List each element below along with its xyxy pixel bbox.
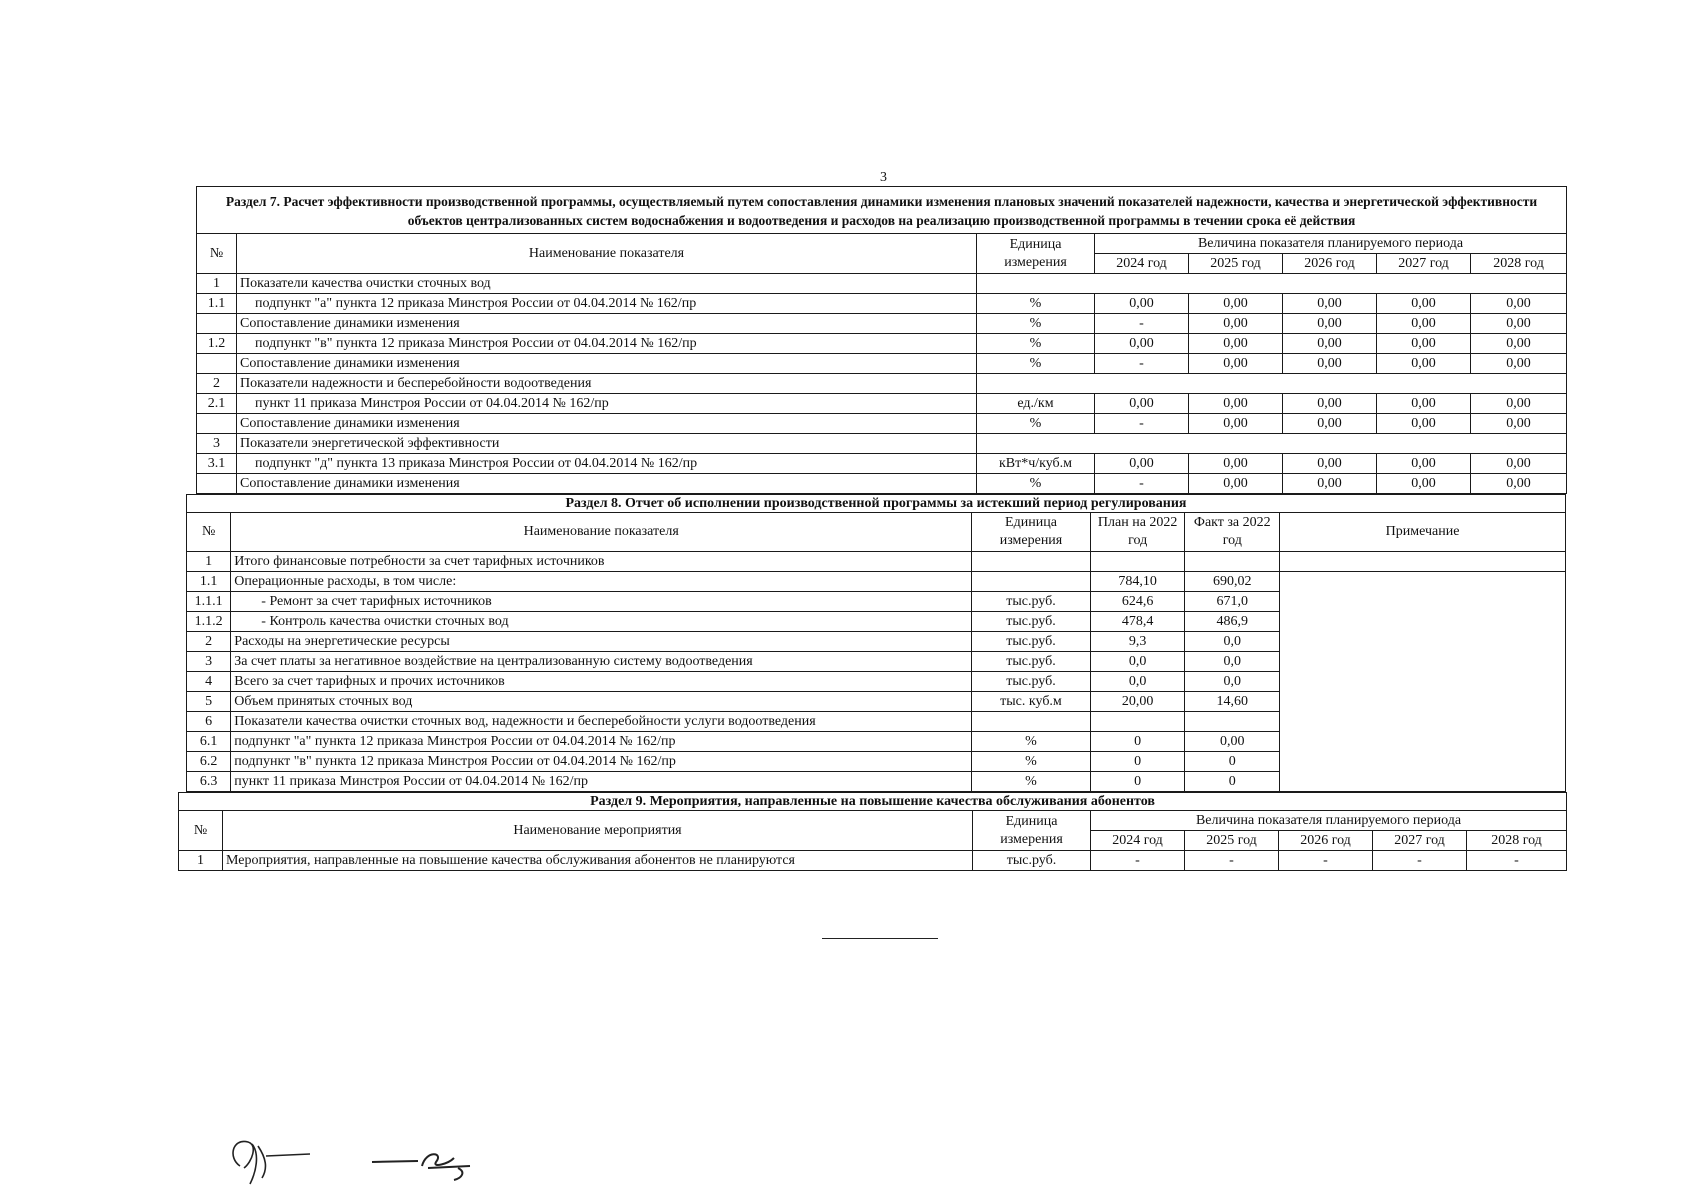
row-fact: 671,0 (1185, 592, 1280, 612)
row-name: пункт 11 приказа Минстроя России от 04.04.2014 № 162/пр (231, 772, 972, 792)
row-plan: 0 (1090, 772, 1185, 792)
row-plan (1090, 712, 1185, 732)
row-value: 0,00 (1189, 314, 1283, 334)
row-unit: тыс.руб. (973, 851, 1091, 871)
section7-year-header: 2026 год (1283, 254, 1377, 274)
row-note-empty (1280, 552, 1566, 572)
row-name: Операционные расходы, в том числе: (231, 572, 972, 592)
row-empty (977, 434, 1567, 454)
row-unit: % (977, 354, 1095, 374)
separator-line (822, 938, 938, 939)
row-unit: % (977, 334, 1095, 354)
row-unit (972, 552, 1091, 572)
row-value: 0,00 (1377, 454, 1471, 474)
row-value: - (1279, 851, 1373, 871)
row-number: 5 (187, 692, 231, 712)
row-value: - (1095, 354, 1189, 374)
row-value: - (1185, 851, 1279, 871)
section7-header-name: Наименование показателя (237, 234, 977, 274)
row-unit: % (972, 772, 1091, 792)
section7-year-header: 2025 год (1189, 254, 1283, 274)
section9-table (178, 792, 1567, 871)
row-number: 1 (197, 274, 237, 294)
row-number (197, 314, 237, 334)
table-row (197, 454, 1567, 474)
row-name: За счет платы за негативное воздействие на централизованную систему водоотведения (231, 652, 972, 672)
row-number: 3 (187, 652, 231, 672)
page-number: 3 (880, 170, 887, 185)
row-plan: 0 (1090, 752, 1185, 772)
section9-year-header: 2026 год (1279, 831, 1373, 851)
row-value: - (1095, 414, 1189, 434)
row-name: Расходы на энергетические ресурсы (231, 632, 972, 652)
section7-header-unit: Единица измерения (977, 234, 1095, 274)
row-value: 0,00 (1283, 474, 1377, 494)
row-number: 1.1.1 (187, 592, 231, 612)
row-value: 0,00 (1377, 314, 1471, 334)
row-fact: 486,9 (1185, 612, 1280, 632)
row-plan: 478,4 (1090, 612, 1185, 632)
row-number (197, 354, 237, 374)
row-plan: 0,0 (1090, 672, 1185, 692)
row-number: 6 (187, 712, 231, 732)
row-number: 2 (187, 632, 231, 652)
section9-year-header: 2025 год (1185, 831, 1279, 851)
row-number: 2.1 (197, 394, 237, 414)
row-value: 0,00 (1189, 474, 1283, 494)
row-value: 0,00 (1095, 394, 1189, 414)
row-value: 0,00 (1189, 454, 1283, 474)
row-fact (1185, 552, 1280, 572)
row-plan (1090, 552, 1185, 572)
row-fact: 14,60 (1185, 692, 1280, 712)
table-row (197, 294, 1567, 314)
row-fact (1185, 712, 1280, 732)
section9-year-header: 2024 год (1091, 831, 1185, 851)
row-number: 1.1 (187, 572, 231, 592)
row-value: 0,00 (1377, 334, 1471, 354)
row-number: 1 (187, 552, 231, 572)
row-name: Объем принятых сточных вод (231, 692, 972, 712)
section8-header-fact: Факт за 2022 год (1185, 513, 1280, 552)
row-number: 6.3 (187, 772, 231, 792)
row-unit: тыс.руб. (972, 632, 1091, 652)
section7-year-header: 2024 год (1095, 254, 1189, 274)
row-name: Показатели качества очистки сточных вод (237, 274, 977, 294)
section9-year-header: 2028 год (1467, 831, 1567, 851)
row-name: подпункт "в" пункта 12 приказа Минстроя России от 04.04.2014 № 162/пр (231, 752, 972, 772)
row-value: 0,00 (1095, 294, 1189, 314)
table-row (187, 572, 1566, 592)
row-value: 0,00 (1471, 354, 1567, 374)
row-value: 0,00 (1189, 334, 1283, 354)
row-number: 1.1.2 (187, 612, 231, 632)
document-body (193, 186, 1566, 871)
section8-header-name: Наименование показателя (231, 513, 972, 552)
row-name: подпункт "а" пункта 12 приказа Минстроя России от 04.04.2014 № 162/пр (231, 732, 972, 752)
row-value: 0,00 (1471, 394, 1567, 414)
table-row (187, 552, 1566, 572)
row-unit: % (977, 414, 1095, 434)
section8-table (186, 494, 1566, 792)
section9-header-unit: Единица измерения (973, 811, 1091, 851)
row-unit: % (977, 474, 1095, 494)
row-name: Показатели качества очистки сточных вод, надежности и бесперебойности услуги водоотведения (231, 712, 972, 732)
row-value: 0,00 (1377, 394, 1471, 414)
row-value: 0,00 (1471, 454, 1567, 474)
row-number: 6.2 (187, 752, 231, 772)
signature-image (222, 1128, 502, 1188)
row-value: - (1373, 851, 1467, 871)
row-name: подпункт "д" пункта 13 приказа Минстроя России от 04.04.2014 № 162/пр (237, 454, 977, 474)
table-row (197, 354, 1567, 374)
section7-header-num: № (197, 234, 237, 274)
row-number: 4 (187, 672, 231, 692)
row-number (197, 474, 237, 494)
row-value: 0,00 (1471, 334, 1567, 354)
table-row (197, 394, 1567, 414)
row-fact: 0 (1185, 752, 1280, 772)
row-name: подпункт "в" пункта 12 приказа Минстроя России от 04.04.2014 № 162/пр (237, 334, 977, 354)
table-row (197, 434, 1567, 454)
section8-title: Раздел 8. Отчет об исполнении производственной программы за истекший период регулирования (187, 495, 1566, 513)
row-unit: тыс.руб. (972, 612, 1091, 632)
table-row (197, 334, 1567, 354)
row-unit: тыс.руб. (972, 592, 1091, 612)
row-unit: тыс.руб. (972, 652, 1091, 672)
row-value: 0,00 (1189, 394, 1283, 414)
row-unit: % (972, 752, 1091, 772)
row-value: 0,00 (1377, 294, 1471, 314)
row-number: 3.1 (197, 454, 237, 474)
row-plan: 0,0 (1090, 652, 1185, 672)
row-number: 1 (179, 851, 223, 871)
table-row (179, 851, 1567, 871)
row-fact: 0,0 (1185, 632, 1280, 652)
row-value: 0,00 (1283, 294, 1377, 314)
row-fact: 690,02 (1185, 572, 1280, 592)
row-value: 0,00 (1283, 314, 1377, 334)
section7-year-header: 2028 год (1471, 254, 1567, 274)
row-plan: 9,3 (1090, 632, 1185, 652)
row-name: - Контроль качества очистки сточных вод (231, 612, 972, 632)
row-name: - Ремонт за счет тарифных источников (231, 592, 972, 612)
row-number: 1.1 (197, 294, 237, 314)
row-unit: ед./км (977, 394, 1095, 414)
row-value: 0,00 (1377, 474, 1471, 494)
row-value: 0,00 (1471, 294, 1567, 314)
row-fact: 0,00 (1185, 732, 1280, 752)
table-row (197, 414, 1567, 434)
row-name: подпункт "а" пункта 12 приказа Минстроя России от 04.04.2014 № 162/пр (237, 294, 977, 314)
row-value: - (1467, 851, 1567, 871)
section8-header-note: Примечание (1280, 513, 1566, 552)
row-plan: 784,10 (1090, 572, 1185, 592)
row-value: 0,00 (1189, 294, 1283, 314)
section9-year-header: 2027 год (1373, 831, 1467, 851)
row-fact: 0,0 (1185, 672, 1280, 692)
section8-header-num: № (187, 513, 231, 552)
row-value: 0,00 (1377, 354, 1471, 374)
row-value: 0,00 (1095, 334, 1189, 354)
row-unit: % (977, 314, 1095, 334)
section9-header-num: № (179, 811, 223, 851)
row-name: Итого финансовые потребности за счет тарифных источников (231, 552, 972, 572)
row-value: 0,00 (1471, 414, 1567, 434)
row-unit: % (977, 294, 1095, 314)
section9-header-name: Наименование мероприятия (223, 811, 973, 851)
row-value: 0,00 (1189, 354, 1283, 374)
section8-header-unit: Единица измерения (972, 513, 1091, 552)
row-value: - (1095, 474, 1189, 494)
row-value: 0,00 (1095, 454, 1189, 474)
section9-header-period: Величина показателя планируемого периода (1091, 811, 1567, 831)
row-name: Показатели надежности и бесперебойности водоотведения (237, 374, 977, 394)
row-fact: 0,0 (1185, 652, 1280, 672)
row-name: Сопоставление динамики изменения (237, 354, 977, 374)
row-name: Сопоставление динамики изменения (237, 414, 977, 434)
section9-title: Раздел 9. Мероприятия, направленные на повышение качества обслуживания абонентов (179, 793, 1567, 811)
row-number: 2 (197, 374, 237, 394)
row-unit (972, 712, 1091, 732)
row-fact: 0 (1185, 772, 1280, 792)
row-name: пункт 11 приказа Минстроя России от 04.04.2014 № 162/пр (237, 394, 977, 414)
section7-title: Раздел 7. Расчет эффективности производственной программы, осуществляемый путем сопоставления динамики изменения плановых значений показателей надежности, качества и энергетической эффективности объектов централизованных систем водоснабжения и водоотведения и расходов на реализацию производственной программы в течении срока её действия (197, 187, 1567, 234)
row-unit (972, 572, 1091, 592)
row-value: - (1095, 314, 1189, 334)
section7-header-period: Величина показателя планируемого периода (1095, 234, 1567, 254)
row-value: 0,00 (1283, 454, 1377, 474)
row-value: 0,00 (1283, 354, 1377, 374)
row-unit: % (972, 732, 1091, 752)
section8-header-plan: План на 2022 год (1090, 513, 1185, 552)
row-number: 1.2 (197, 334, 237, 354)
row-empty (977, 274, 1567, 294)
row-name: Показатели энергетической эффективности (237, 434, 977, 454)
table-row (197, 274, 1567, 294)
row-name: Сопоставление динамики изменения (237, 314, 977, 334)
section7-table (196, 186, 1567, 494)
row-number (197, 414, 237, 434)
row-empty (977, 374, 1567, 394)
row-value: 0,00 (1471, 314, 1567, 334)
row-number: 6.1 (187, 732, 231, 752)
row-value: 0,00 (1471, 474, 1567, 494)
table-row (197, 474, 1567, 494)
row-name: Мероприятия, направленные на повышение качества обслуживания абонентов не планируются (223, 851, 973, 871)
row-unit: тыс.руб. (972, 672, 1091, 692)
row-value: 0,00 (1189, 414, 1283, 434)
row-value: 0,00 (1377, 414, 1471, 434)
row-unit: тыс. куб.м (972, 692, 1091, 712)
row-note (1280, 572, 1566, 792)
table-row (197, 374, 1567, 394)
row-name: Всего за счет тарифных и прочих источников (231, 672, 972, 692)
row-value: - (1091, 851, 1185, 871)
row-plan: 624,6 (1090, 592, 1185, 612)
section7-year-header: 2027 год (1377, 254, 1471, 274)
row-name: Сопоставление динамики изменения (237, 474, 977, 494)
table-row (197, 314, 1567, 334)
row-unit: кВт*ч/куб.м (977, 454, 1095, 474)
row-value: 0,00 (1283, 414, 1377, 434)
row-value: 0,00 (1283, 334, 1377, 354)
row-value: 0,00 (1283, 394, 1377, 414)
row-number: 3 (197, 434, 237, 454)
row-plan: 0 (1090, 732, 1185, 752)
row-plan: 20,00 (1090, 692, 1185, 712)
